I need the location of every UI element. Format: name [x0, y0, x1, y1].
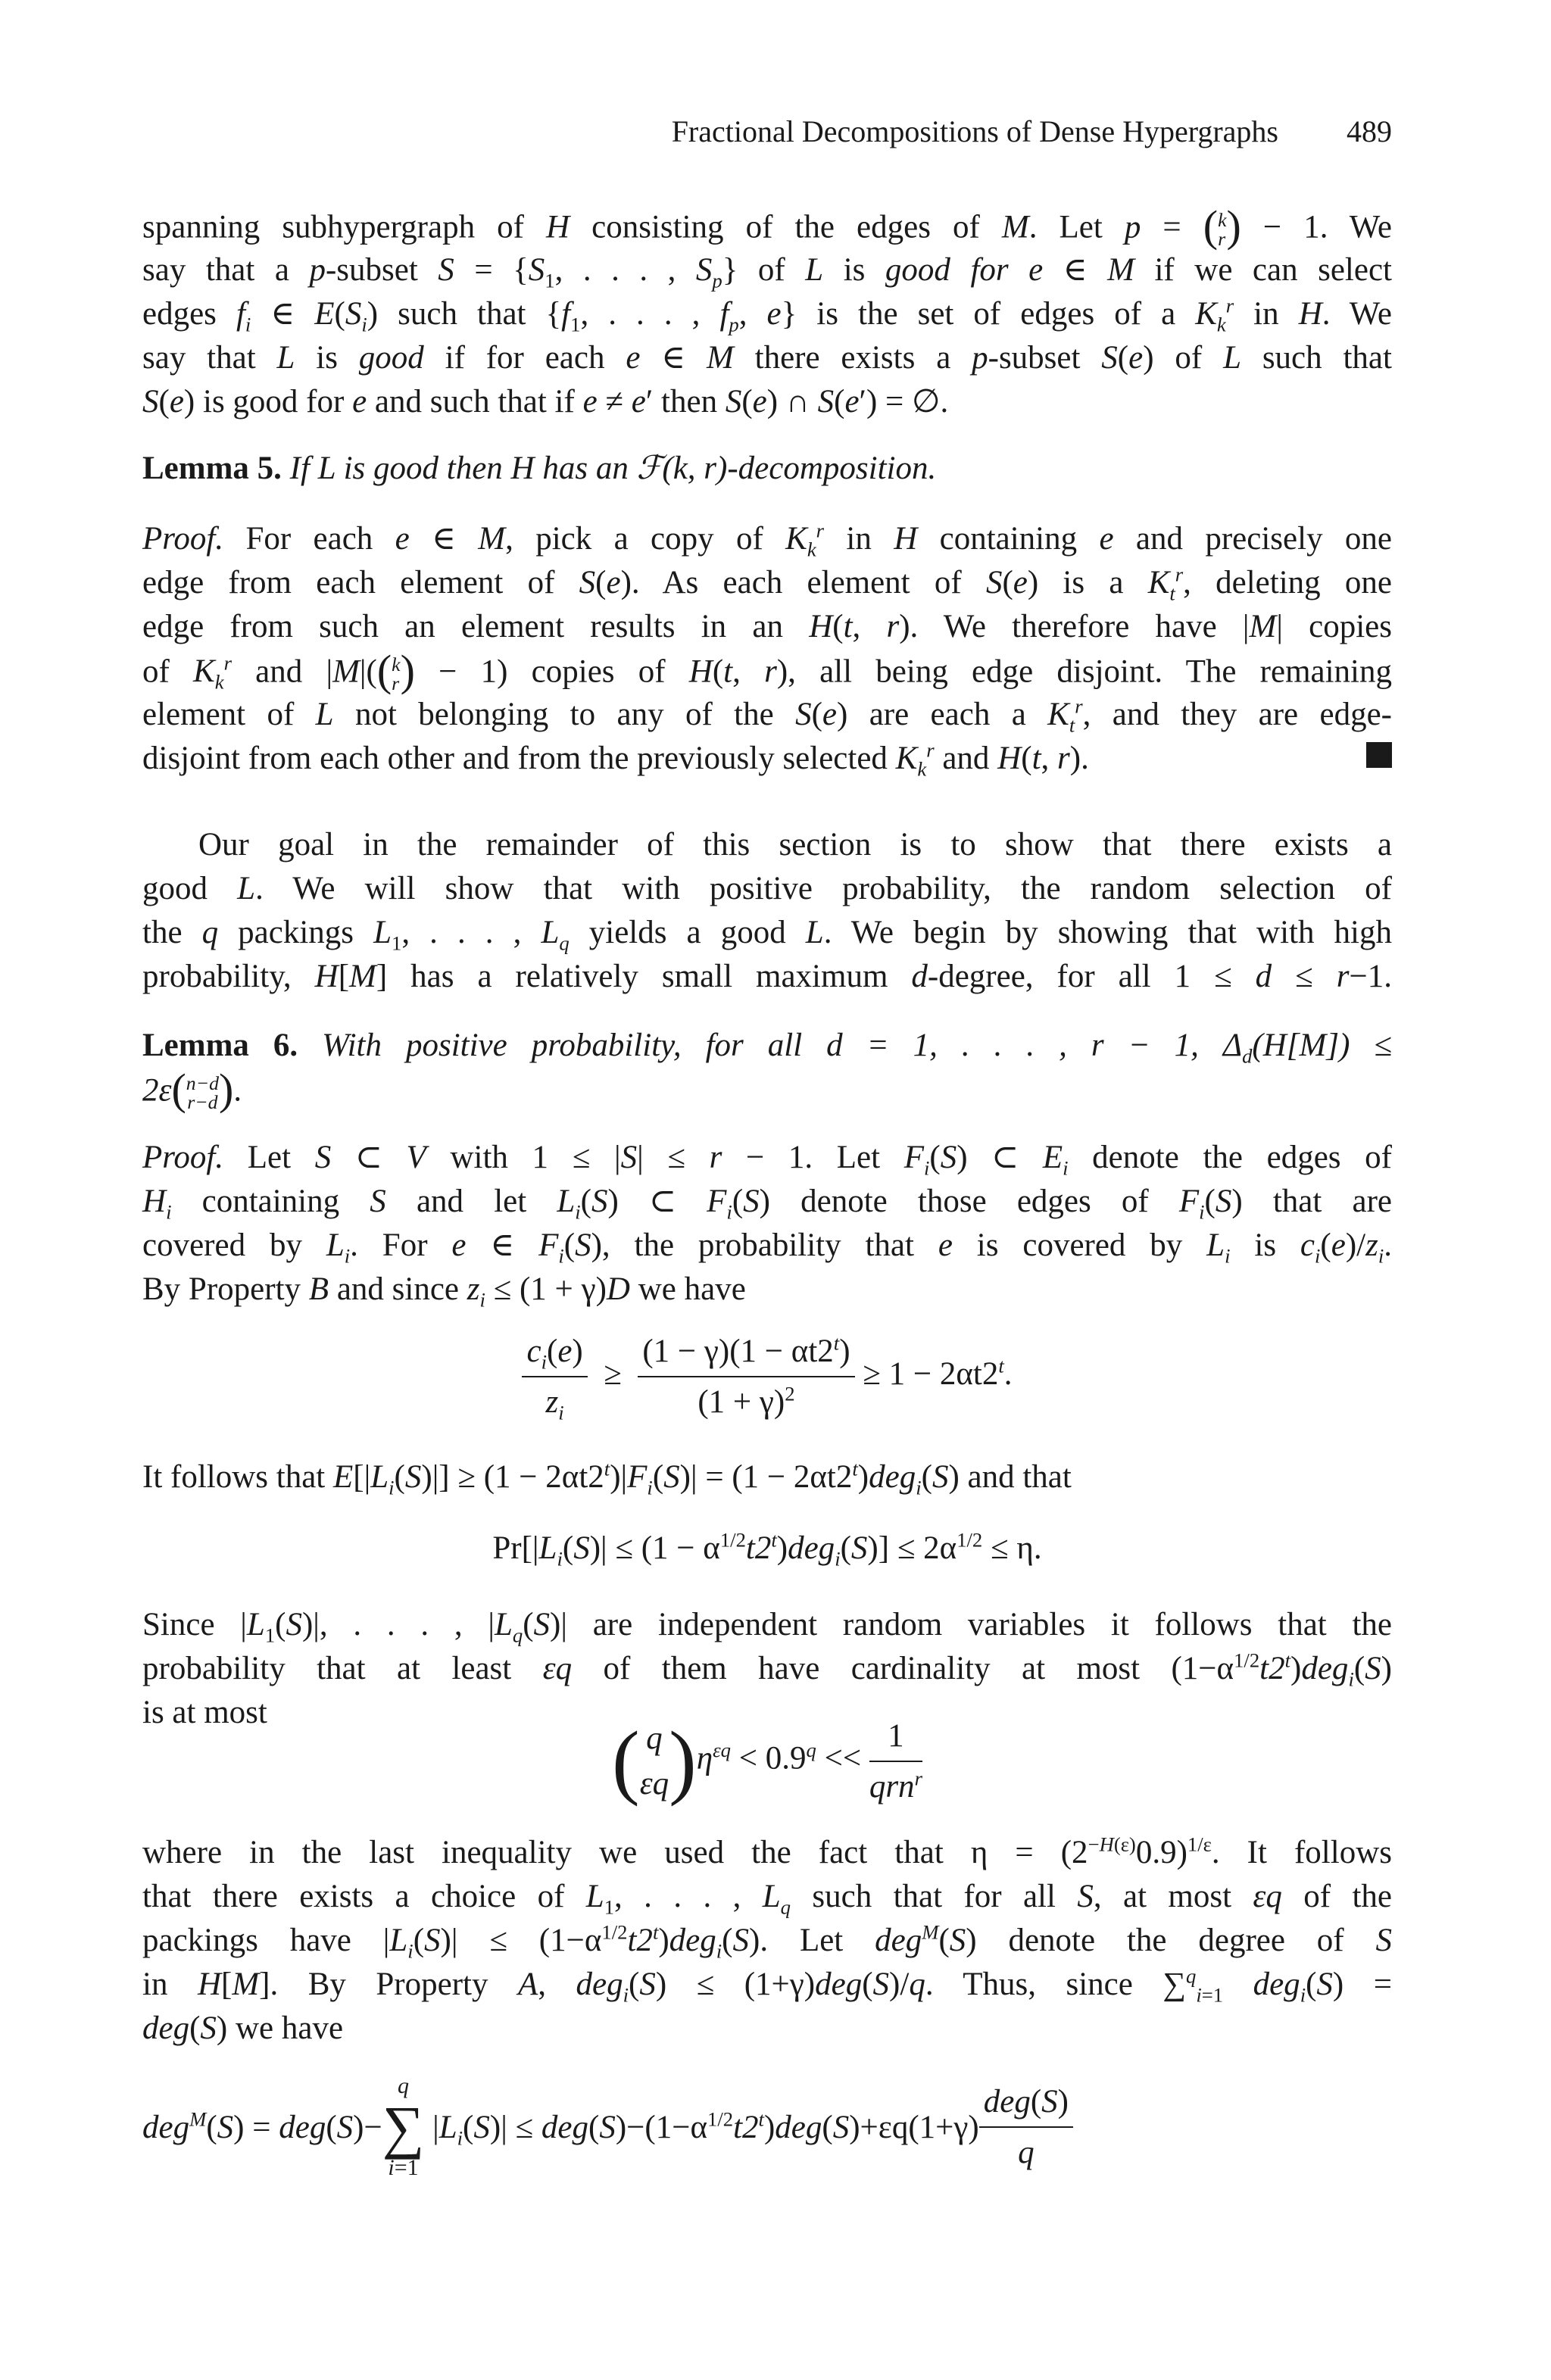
- text-line: $H_i$ containing S and let $L_i(S)$ ⊂ $F_i(S)$ denote those edges of $F_i(S)$ that are: [142, 1184, 1392, 1224]
- text-line: good L. We will show that with positive probability, the random selection of: [142, 871, 1393, 906]
- text-line: of $K_k^r$ and |M|(( k r ) − 1) copies of H(t, r), all being edge disjoint. The remaining: [142, 646, 1393, 695]
- text-line: Since $|L_1(S)|$, . . . , $|L_q(S)|$ are independent random variables it follows that the: [142, 1607, 1393, 1647]
- text-line: Our goal in the remainder of this section is to show that there exists a: [198, 827, 1392, 862]
- proof-lemma-6: [142, 1136, 1392, 1312]
- paragraph-choice: [142, 1831, 1392, 2051]
- proof-lemma-5: [142, 517, 1392, 781]
- text-line: disjoint from each other and from the previously selected $K_k^r$ and H(t, r).: [142, 738, 1089, 781]
- text-line: Proof. Let S ⊂ V with 1 ≤ |S| ≤ r − 1. Let $F_i(S)$ ⊂ $E_i$ denote the edges of: [142, 1140, 1392, 1180]
- text-line: Lemma 6. With positive probability, for all d = 1, . . . , r − 1, $\Delta_d(H[M])$ ≤: [142, 1028, 1392, 1068]
- text-line: edges $f_i$ ∈ $E(S_i)$ such that {$f_1$, . . . , $f_p$, e} is the set of edges of a $K_k^r$ in H. We: [142, 294, 1392, 336]
- fraction: $\frac{\text{deg(S)}}{q}$: [979, 2083, 1073, 2171]
- equation-ratio-bound: $\frac{c_i(e)}{z_i}$ ≥ $\frac{(1 - \gamma)(1 - \alpha t2^t)}{(1 + \gamma)^2}$ ≥ $1 - 2\alpha t2^t$.: [142, 1333, 1392, 1421]
- equation-probability: $Pr[|L_i(S)| \le (1 - \alpha^{1/2}t2^t)deg_i(S)] \le 2\alpha^{1/2} \le \eta$.: [492, 1528, 1042, 1571]
- text-line: Lemma 5. If L is good then H has an ℱ(k, r)-decomposition.: [142, 451, 937, 486]
- text-line: It follows that $E[|L_i(S)|] \ge (1 - 2\alpha t2^t)|F_i(S)| = (1 - 2\alpha t2^t)deg_i(S)$ and that: [142, 1457, 1072, 1499]
- running-header: [0, 114, 1392, 149]
- text-line: edge from such an element results in an H(t, r). We therefore have |M| copies: [142, 609, 1392, 644]
- text-line: is at most: [142, 1695, 267, 1730]
- text-line: spanning subhypergraph of H consisting of the edges of M. Let p = ( k r ) − 1. We: [142, 201, 1392, 251]
- lemma-label: Lemma 6.: [142, 1028, 298, 1063]
- equation-degree-bound: deg$^M$(S) = deg(S)− q ∑ i=1 $|L_i(S)| \le deg(S)-(1-\alpha^{1/2}t2^t)deg(S)+\varepsilon q(1+\gamma)$ $\frac{\text{deg(S)}}{q}$: [142, 2075, 1392, 2179]
- summation: q ∑ i=1: [382, 2073, 425, 2180]
- text-line: By Property B and since $z_i \le (1 + \gamma)D$ we have: [142, 1271, 746, 1312]
- fraction: $\frac{1}{qrn^r}$: [869, 1717, 922, 1804]
- text-line: say that L is good if for each e ∈ M there exists a p-subset S(e) of L such that: [142, 340, 1392, 376]
- text-line: covered by $L_i$. For e ∈ $F_i(S)$, the probability that e is covered by $L_i$ is $c_i(e)/z_i$.: [142, 1227, 1393, 1268]
- running-title: Fractional Decompositions of Dense Hypergraphs: [671, 114, 1278, 148]
- text-line: S(e) is good for e and such that if e ≠ e′ then S(e) ∩ S(e′) = ∅.: [142, 384, 949, 420]
- fraction: $\frac{(1 - \gamma)(1 - \alpha t2^t)}{(1 + \gamma)^2}$: [638, 1333, 854, 1421]
- text-line: edge from each element of S(e). As each element of S(e) is a $K_t^r$, deleting one: [142, 563, 1392, 605]
- fraction: $\frac{c_i(e)}{z_i}$: [522, 1333, 587, 1421]
- text-line: in H[M]. By Property A, deg$_i$(S) ≤ (1+γ)deg(S)/q. Thus, since ∑$^q_{i=1}$ deg$_i$(S) =: [142, 1964, 1392, 2007]
- qed-square: [1366, 742, 1392, 768]
- proof-label: Proof.: [142, 521, 224, 557]
- lemma-label: Lemma 5.: [142, 451, 282, 486]
- text-line: element of L not belonging to any of the S(e) are each a $K_t^r$, and they are edge-: [142, 694, 1392, 737]
- text-line: probability that at least εq of them have cardinality at most $(1-\alpha^{1/2}t2^t)deg_i(S)$: [142, 1649, 1392, 1691]
- text-line: where in the last inequality we used the fact that $\eta = (2^{-H(\varepsilon)}0.9)^{1/\varepsilon}$. It follows: [142, 1833, 1392, 1870]
- text-line: probability, H[M] has a relatively small maximum d-degree, for all 1 ≤ d ≤ r−1.: [142, 959, 1392, 994]
- text-line: deg(S) we have: [142, 2010, 344, 2046]
- page-number: 489: [1347, 114, 1392, 148]
- paragraph-definitions: [142, 201, 1392, 424]
- text-line: packings have $|L_i(S)| \le (1-\alpha^{1/2}t2^t)deg_i(S)$. Let deg$^M$(S) denote the degree of S: [142, 1920, 1392, 1963]
- paragraph-goal: [142, 823, 1392, 999]
- text-line: Proof. For each e ∈ M, pick a copy of $K_k^r$ in H containing e and precisely one: [142, 519, 1393, 561]
- paragraph-expectation: [142, 1455, 1392, 1499]
- text-line: the q packings $L_1$, . . . , $L_q$ yields a good L. We begin by showing that with high: [142, 915, 1393, 955]
- proof-label: Proof.: [142, 1140, 224, 1175]
- equation-binomial-bound: ( q $\varepsilon q)\eta^{\varepsilon q} < 0.9^q$ << $\frac{1}{qrn^r}$: [142, 1713, 1392, 1809]
- binomial: ( q εq): [612, 1714, 697, 1807]
- text-line: that there exists a choice of $L_1$, . . . , $L_q$ such that for all S, at most εq of the: [142, 1879, 1392, 1919]
- lemma-6: [142, 1024, 1392, 1112]
- text-line: say that a p-subset $S = \{S_1$, . . . , $S_p$} of L is good for e ∈ M if we can select: [142, 252, 1392, 292]
- lemma-5: [142, 447, 1392, 491]
- text-line: 2ε( n−d r−d ).: [142, 1065, 242, 1114]
